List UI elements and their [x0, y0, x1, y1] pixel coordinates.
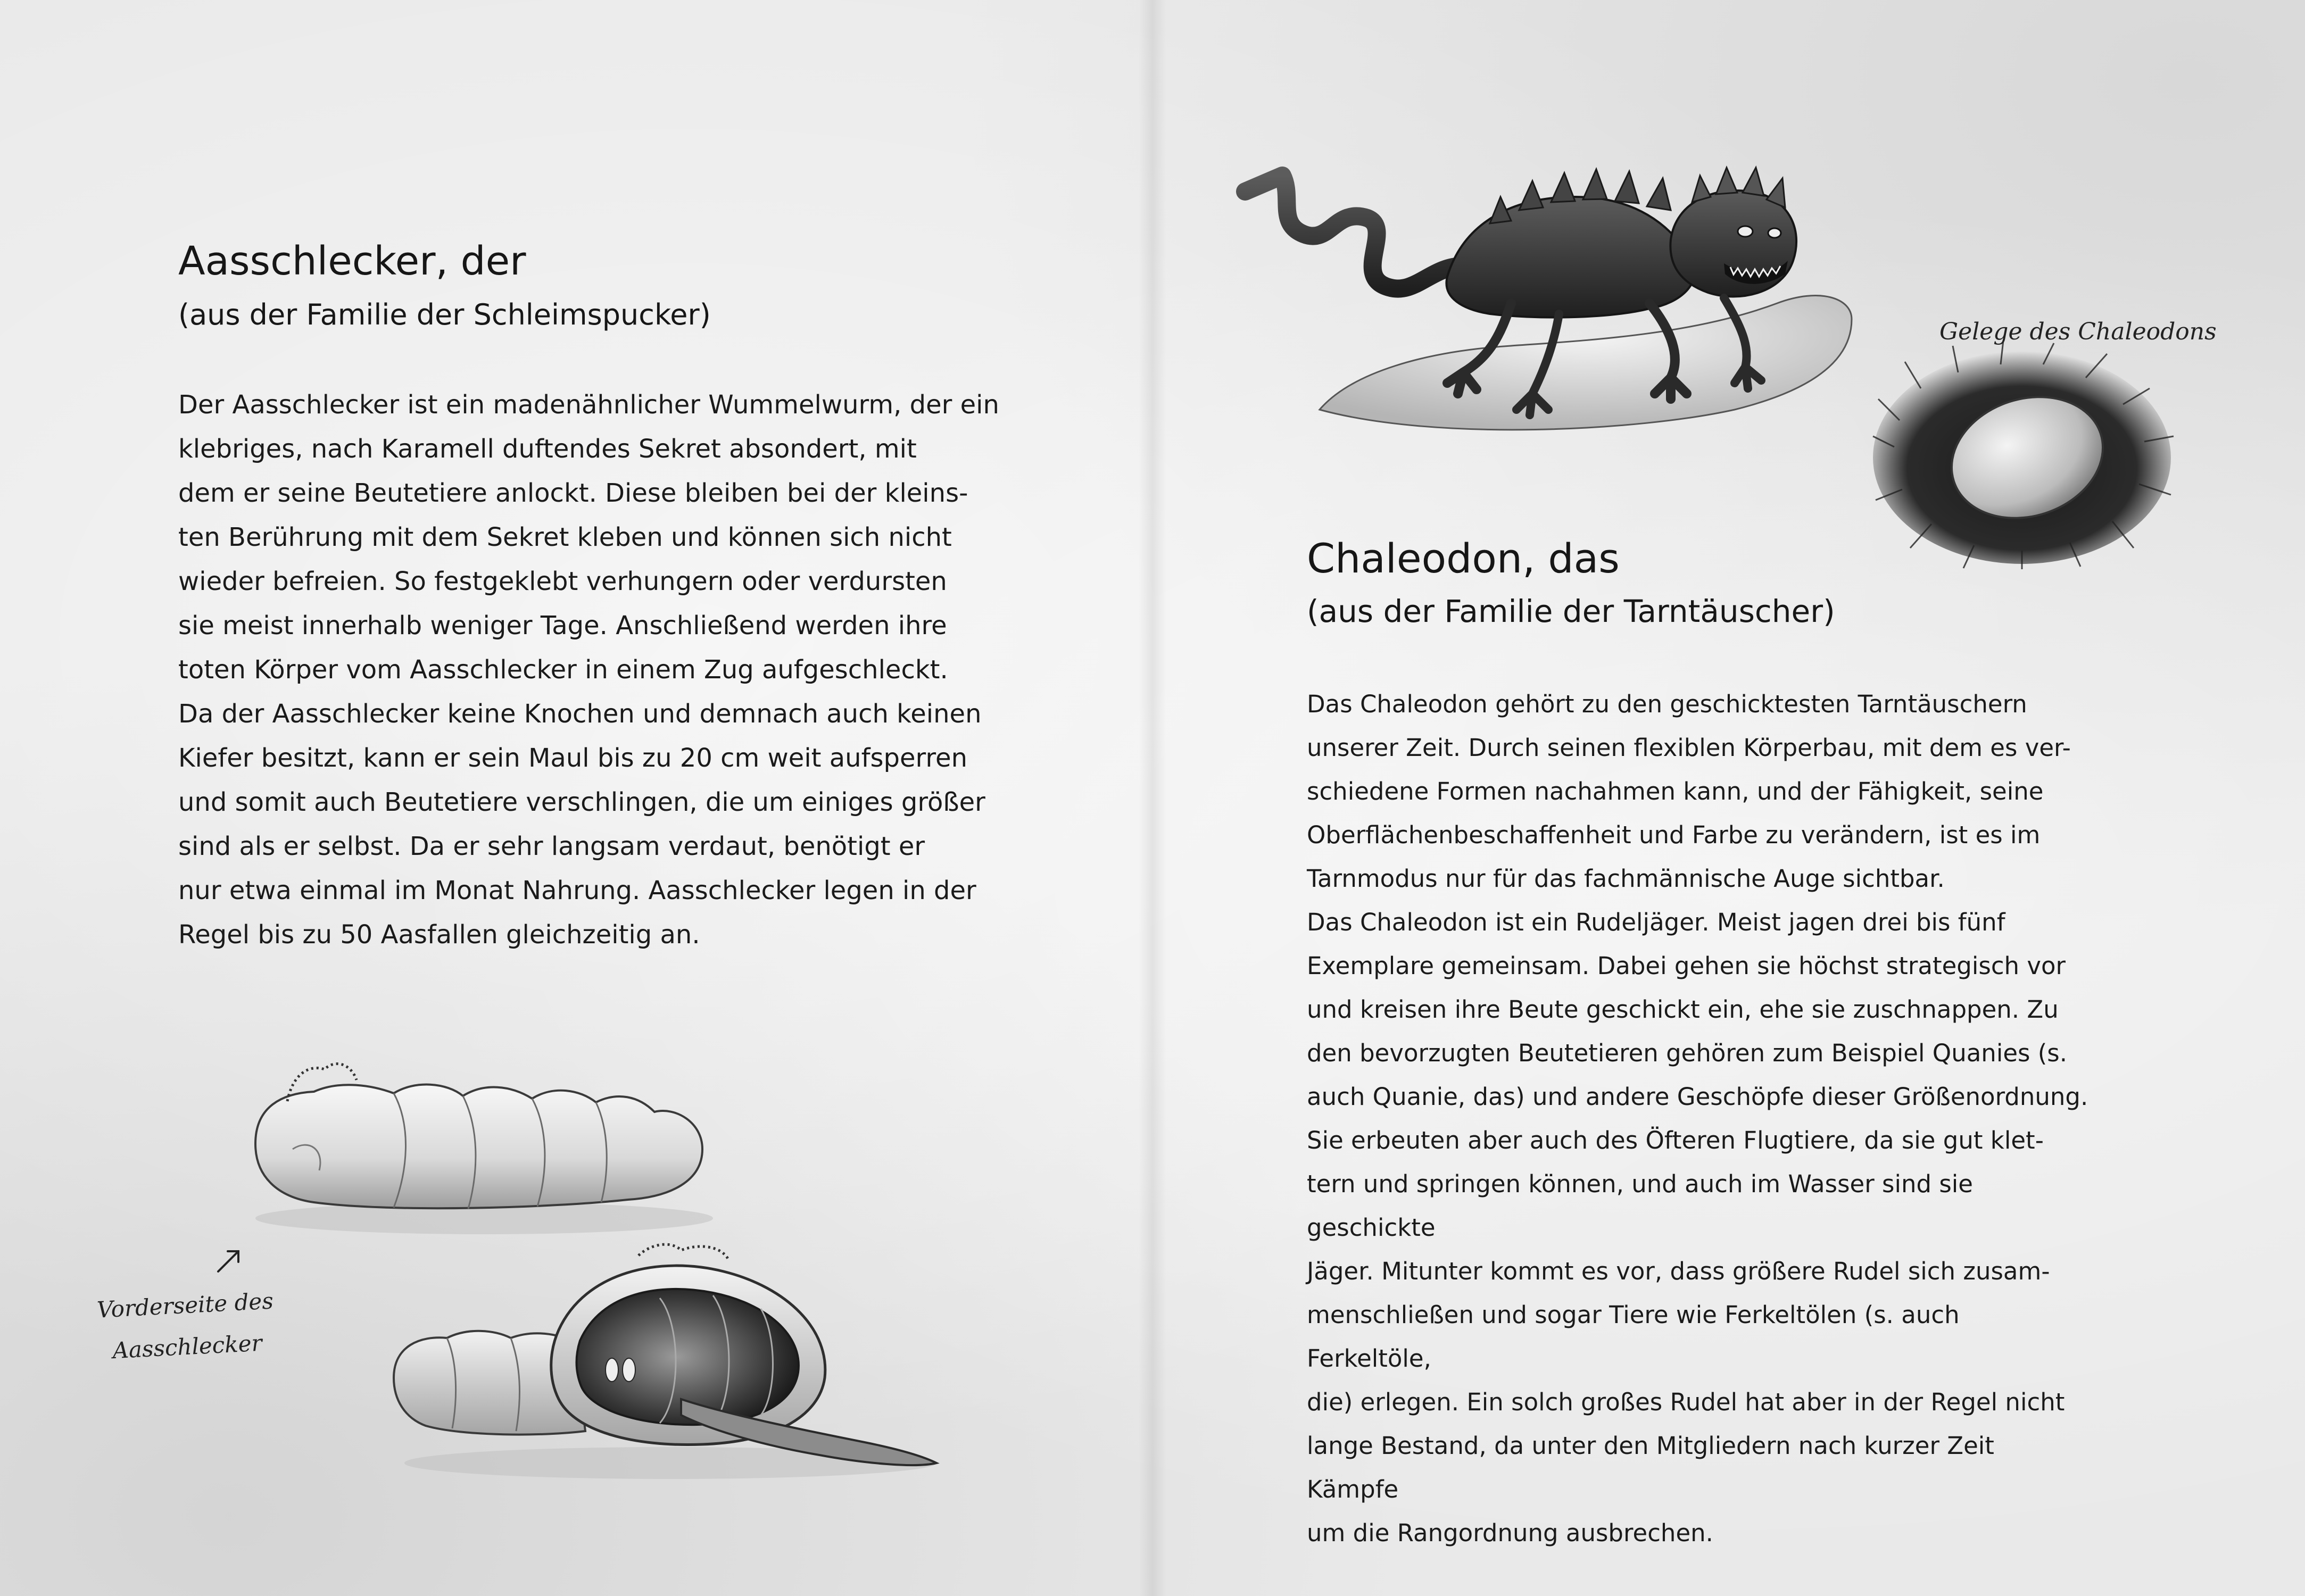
entry-title-aasschlecker: Aasschlecker, der — [178, 238, 526, 284]
entry-subtitle-aasschlecker: (aus der Familie der Schleimspucker) — [178, 298, 711, 331]
entry-body-aasschlecker: Der Aasschlecker ist ein madenähnlicher Wummelwurm, der ein klebriges, nach Karamell duftendes Sekret absondert, mit dem er seine Beutetiere anlockt. Diese bleiben bei der kleins- ten Berührung mit dem Sekret kleben und können sich nicht wieder befreien. So festgeklebt verhungern oder verdursten sie meist innerhalb weniger Tage. Anschließend werden ihre toten Körper vom Aasschlecker in einem Zug aufgeschleckt. Da der Aasschlecker keine Knochen und demnach auch keinen Kiefer besitzt, kann er sein Maul bis zu 20 cm weit aufsperren und somit auch Beutetiere verschlingen, die um einiges größer sind als er selbst. Da er sehr langsam verdaut, benötigt er nur etwa einmal im Monat Nahrung. Aasschlecker legen in der Regel bis zu 50 Aasfallen gleichzeitig an. — [178, 390, 999, 950]
caption-aasschlecker-front: Vorderseite des Aasschlecker — [96, 1287, 274, 1364]
entry-title-chaleodon: Chaleodon, das — [1307, 535, 1620, 582]
left-page — [0, 0, 1152, 1596]
egg-nest-illustration — [1862, 340, 2182, 569]
aasschlecker-front-illustration — [383, 1240, 958, 1490]
chaleodon-illustration — [1213, 144, 1894, 452]
arrow-up-right-icon — [213, 1245, 245, 1277]
aasschlecker-back-illustration — [234, 1043, 745, 1245]
entry-subtitle-chaleodon: (aus der Familie der Tarntäuscher) — [1307, 593, 1835, 629]
caption-chaleodon-egg: Gelege des Chaleodons — [1939, 318, 2217, 345]
entry-body-chaleodon: Das Chaleodon gehört zu den geschicktesten Tarntäuschern unserer Zeit. Durch seinen flexiblen Körperbau, mit dem es ver- schiedene Formen nachahmen kann, und der Fähigkeit, seine Oberflächenbeschaffenheit und Farbe zu verändern, ist es im Tarnmodus nur für das fachmännische Auge sichtbar. Das Chaleodon ist ein Rudeljäger. Meist jagen drei bis fünf Exemplare gemeinsam. Dabei gehen sie höchst strategisch vor und kreisen ihre Beute geschickt ein, ehe sie zuschnappen. Zu den bevorzugten Beutetieren gehören zum Beispiel Quanies (s. auch Quanie, das) und andere Geschöpfe dieser Größenordnung. Sie erbeuten aber auch des Öfteren Flugtiere, da sie gut klet- tern und springen können, und auch im Wasser sind sie geschickte Jäger. Mitunter kommt es vor, dass größere Rudel sich zusam- menschließen und sogar Tiere wie Ferkeltölen (s. auch Ferkeltöle, die) erlegen. Ein solch großes Rudel hat aber in der Regel nicht lange Bestand, da unter den Mitgliedern nach kurzer Zeit Kämpfe um die Rangordnung ausbrechen. — [1307, 690, 2088, 1547]
